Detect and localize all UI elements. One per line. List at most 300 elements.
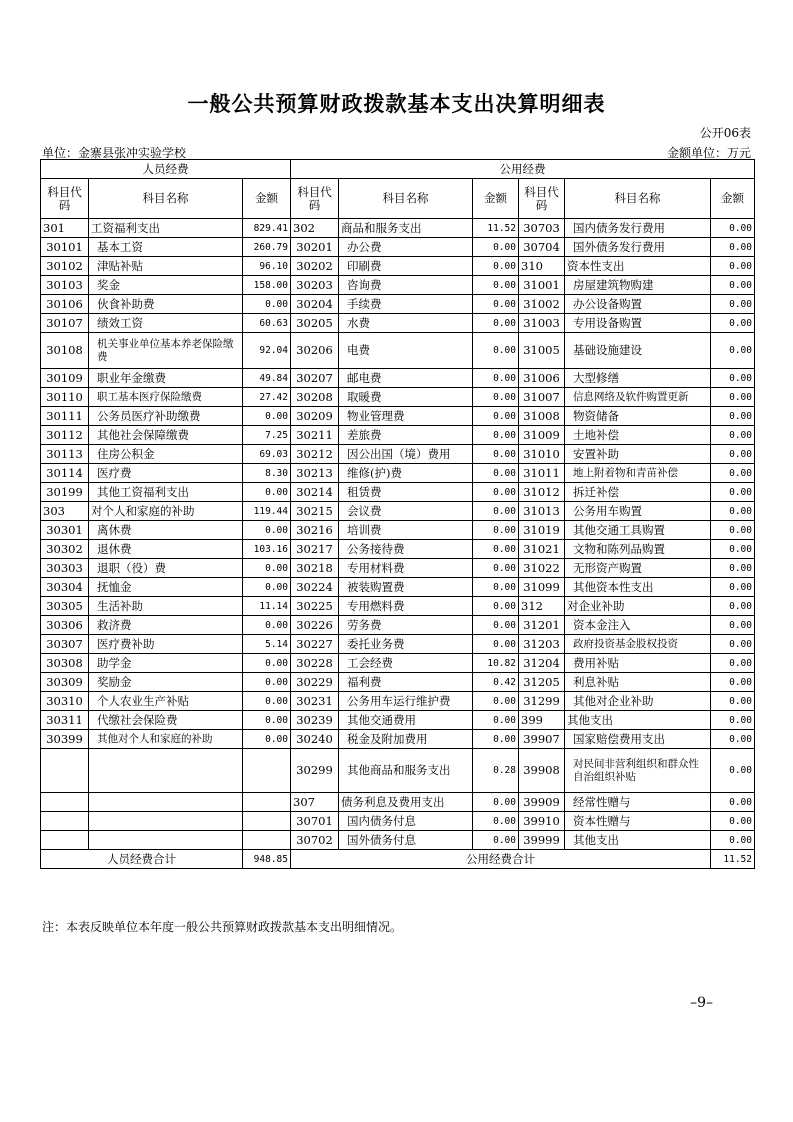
table-row: [41, 559, 755, 578]
code-cell: 30310: [41, 692, 89, 711]
code-cell: 31013: [519, 502, 565, 521]
amount-cell: 0.00: [711, 812, 755, 831]
table-row: [41, 831, 755, 850]
code-cell: 30227: [291, 635, 339, 654]
table-row: [41, 333, 755, 369]
amount-cell: 11.14: [243, 597, 291, 616]
name-cell: 资本性支出: [565, 257, 711, 276]
name-cell: 债务利息及费用支出: [339, 793, 473, 812]
amount-cell: 0.00: [711, 559, 755, 578]
table-row: [41, 578, 755, 597]
name-cell: 利息补贴: [565, 673, 711, 692]
name-cell: 国内债务付息: [339, 812, 473, 831]
name-cell: 对民间非营利组织和群众性自治组织补贴: [565, 749, 711, 793]
table-row: [41, 314, 755, 333]
code-cell: 31205: [519, 673, 565, 692]
code-cell: 31001: [519, 276, 565, 295]
code-cell: 301: [41, 219, 89, 238]
name-cell: 信息网络及软件购置更新: [565, 388, 711, 407]
code-cell: 30212: [291, 445, 339, 464]
code-cell: 30304: [41, 578, 89, 597]
code-cell: 30111: [41, 407, 89, 426]
code-cell: 39909: [519, 793, 565, 812]
code-cell: 30302: [41, 540, 89, 559]
name-cell: 因公出国（境）费用: [339, 445, 473, 464]
amount-cell: 0.00: [711, 369, 755, 388]
amount-cell: 92.04: [243, 333, 291, 369]
code-cell: 30102: [41, 257, 89, 276]
header-amount: 金额: [243, 179, 291, 219]
code-cell: 31021: [519, 540, 565, 559]
amount-cell: 0.00: [243, 407, 291, 426]
name-cell: 维修(护)费: [339, 464, 473, 483]
code-cell: 30306: [41, 616, 89, 635]
name-cell: 生活补助: [89, 597, 243, 616]
name-cell: 电费: [339, 333, 473, 369]
amount-cell: 0.00: [711, 616, 755, 635]
name-cell: [89, 812, 243, 831]
name-cell: 房屋建筑物购建: [565, 276, 711, 295]
code-cell: 30704: [519, 238, 565, 257]
amount-cell: 0.00: [473, 692, 519, 711]
table-row: [41, 407, 755, 426]
code-cell: [41, 831, 89, 850]
amount-cell: 96.10: [243, 257, 291, 276]
amount-cell: 0.00: [711, 219, 755, 238]
table-row: [41, 812, 755, 831]
name-cell: 国外债务发行费用: [565, 238, 711, 257]
header-code: 科目代码: [519, 179, 565, 219]
personnel-total-value: 948.85: [243, 850, 291, 869]
amount-cell: 0.00: [473, 793, 519, 812]
code-cell: 30107: [41, 314, 89, 333]
amount-cell: 0.00: [243, 673, 291, 692]
amount-cell: 0.00: [711, 692, 755, 711]
name-cell: 职业年金缴费: [89, 369, 243, 388]
amount-cell: 0.00: [711, 388, 755, 407]
name-cell: 公务用车运行维护费: [339, 692, 473, 711]
name-cell: 物业管理费: [339, 407, 473, 426]
name-cell: 办公费: [339, 238, 473, 257]
name-cell: 取暖费: [339, 388, 473, 407]
amount-cell: 0.00: [711, 407, 755, 426]
name-cell: 专用材料费: [339, 559, 473, 578]
name-cell: 其他工资福利支出: [89, 483, 243, 502]
code-cell: 30301: [41, 521, 89, 540]
amount-cell: 0.00: [243, 295, 291, 314]
amount-cell: 27.42: [243, 388, 291, 407]
code-cell: 30218: [291, 559, 339, 578]
amount-cell: 0.00: [473, 521, 519, 540]
amount-cell: 0.00: [473, 483, 519, 502]
amount-cell: 0.00: [711, 276, 755, 295]
amount-cell: 5.14: [243, 635, 291, 654]
name-cell: 资本性赠与: [565, 812, 711, 831]
amount-cell: 0.00: [711, 333, 755, 369]
code-cell: 30309: [41, 673, 89, 692]
amount-cell: 60.63: [243, 314, 291, 333]
public-total-value: 11.52: [711, 850, 755, 869]
code-cell: 31203: [519, 635, 565, 654]
name-cell: [89, 831, 243, 850]
table-note: 注：本表反映单位本年度一般公共预算财政拨款基本支出明细情况。: [42, 920, 403, 934]
code-cell: 30205: [291, 314, 339, 333]
table-row: [41, 483, 755, 502]
amount-cell: 0.00: [243, 730, 291, 749]
amount-cell: 0.00: [473, 812, 519, 831]
name-cell: 咨询费: [339, 276, 473, 295]
code-cell: 31007: [519, 388, 565, 407]
name-cell: 费用补贴: [565, 654, 711, 673]
code-cell: 31019: [519, 521, 565, 540]
code-cell: 30112: [41, 426, 89, 445]
name-cell: 地上附着物和青苗补偿: [565, 464, 711, 483]
code-cell: 30103: [41, 276, 89, 295]
amount-cell: 0.00: [711, 749, 755, 793]
amount-cell: 0.00: [473, 276, 519, 295]
amount-cell: 0.00: [711, 314, 755, 333]
name-cell: 助学金: [89, 654, 243, 673]
amount-cell: 0.00: [243, 483, 291, 502]
name-cell: 培训费: [339, 521, 473, 540]
amount-cell: 0.00: [473, 238, 519, 257]
amount-cell: 829.41: [243, 219, 291, 238]
table-row: [41, 616, 755, 635]
amount-cell: 0.00: [711, 238, 755, 257]
name-cell: 印刷费: [339, 257, 473, 276]
table-row: [41, 730, 755, 749]
amount-cell: [243, 831, 291, 850]
name-cell: 其他商品和服务支出: [339, 749, 473, 793]
code-cell: 30108: [41, 333, 89, 369]
page-number: –9–: [690, 995, 713, 1011]
name-cell: 差旅费: [339, 426, 473, 445]
amount-cell: 0.00: [711, 673, 755, 692]
code-cell: 31010: [519, 445, 565, 464]
table-row: [41, 257, 755, 276]
code-cell: 39999: [519, 831, 565, 850]
amount-cell: 7.25: [243, 426, 291, 445]
code-cell: 30216: [291, 521, 339, 540]
name-cell: 其他对个人和家庭的补助: [89, 730, 243, 749]
amount-cell: 69.03: [243, 445, 291, 464]
amount-cell: 0.00: [473, 597, 519, 616]
table-row: [41, 295, 755, 314]
amount-cell: 0.00: [473, 730, 519, 749]
unit-label: 单位：金寨县张冲实验学校: [42, 146, 187, 160]
amount-cell: 0.00: [473, 831, 519, 850]
code-cell: 30228: [291, 654, 339, 673]
code-cell: 31011: [519, 464, 565, 483]
group-header-personnel: 人员经费: [41, 160, 291, 179]
code-cell: 30303: [41, 559, 89, 578]
amount-cell: 0.00: [473, 407, 519, 426]
amount-cell: 0.00: [243, 578, 291, 597]
code-cell: 30703: [519, 219, 565, 238]
table-row: [41, 540, 755, 559]
amount-cell: 0.00: [711, 257, 755, 276]
name-cell: 基础设施建设: [565, 333, 711, 369]
header-amount: 金额: [473, 179, 519, 219]
name-cell: 住房公积金: [89, 445, 243, 464]
code-cell: [41, 793, 89, 812]
table-row: [41, 238, 755, 257]
code-cell: 30110: [41, 388, 89, 407]
amount-cell: [243, 793, 291, 812]
amount-cell: 0.00: [473, 711, 519, 730]
code-cell: 30240: [291, 730, 339, 749]
table-row: [41, 635, 755, 654]
name-cell: 安置补助: [565, 445, 711, 464]
name-cell: 公务接待费: [339, 540, 473, 559]
name-cell: 津贴补贴: [89, 257, 243, 276]
amount-cell: 0.00: [473, 369, 519, 388]
code-cell: 30701: [291, 812, 339, 831]
code-cell: 30207: [291, 369, 339, 388]
name-cell: 奖励金: [89, 673, 243, 692]
name-cell: 奖金: [89, 276, 243, 295]
code-cell: 31012: [519, 483, 565, 502]
name-cell: 资本金注入: [565, 616, 711, 635]
name-cell: 劳务费: [339, 616, 473, 635]
amount-cell: 0.00: [711, 635, 755, 654]
code-cell: 30208: [291, 388, 339, 407]
name-cell: 抚恤金: [89, 578, 243, 597]
table-row: [41, 597, 755, 616]
amount-cell: [243, 812, 291, 831]
name-cell: 国外债务付息: [339, 831, 473, 850]
amount-cell: 0.00: [711, 445, 755, 464]
amount-cell: 0.00: [243, 559, 291, 578]
code-cell: 30106: [41, 295, 89, 314]
code-cell: 31299: [519, 692, 565, 711]
code-cell: 30224: [291, 578, 339, 597]
name-cell: 文物和陈列品购置: [565, 540, 711, 559]
name-cell: 水费: [339, 314, 473, 333]
amount-cell: 0.00: [473, 295, 519, 314]
code-cell: 30101: [41, 238, 89, 257]
amount-cell: 260.79: [243, 238, 291, 257]
code-cell: 31006: [519, 369, 565, 388]
code-cell: 30203: [291, 276, 339, 295]
amount-cell: 119.44: [243, 502, 291, 521]
name-cell: 基本工资: [89, 238, 243, 257]
code-cell: 399: [519, 711, 565, 730]
amount-cell: 11.52: [473, 219, 519, 238]
amount-cell: 0.00: [711, 711, 755, 730]
amount-cell: 158.00: [243, 276, 291, 295]
name-cell: 国家赔偿费用支出: [565, 730, 711, 749]
name-cell: 大型修缮: [565, 369, 711, 388]
name-cell: 其他资本性支出: [565, 578, 711, 597]
name-cell: 拆迁补偿: [565, 483, 711, 502]
code-cell: 31002: [519, 295, 565, 314]
code-cell: 30239: [291, 711, 339, 730]
name-cell: 其他社会保障缴费: [89, 426, 243, 445]
code-cell: 30199: [41, 483, 89, 502]
table-row: [41, 673, 755, 692]
name-cell: 工会经费: [339, 654, 473, 673]
header-amount: 金额: [711, 179, 755, 219]
amount-cell: 0.00: [243, 692, 291, 711]
code-cell: 39907: [519, 730, 565, 749]
name-cell: 救济费: [89, 616, 243, 635]
amount-cell: 0.00: [473, 388, 519, 407]
code-cell: [41, 812, 89, 831]
amount-cell: 0.00: [711, 426, 755, 445]
name-cell: 邮电费: [339, 369, 473, 388]
code-cell: 30217: [291, 540, 339, 559]
name-cell: 租赁费: [339, 483, 473, 502]
amount-cell: 0.00: [473, 559, 519, 578]
name-cell: 土地补偿: [565, 426, 711, 445]
name-cell: 退职（役）费: [89, 559, 243, 578]
table-row: [41, 219, 755, 238]
page-title: 一般公共预算财政拨款基本支出决算明细表: [187, 91, 606, 116]
code-cell: 30226: [291, 616, 339, 635]
name-cell: 对个人和家庭的补助: [89, 502, 243, 521]
name-cell: 工资福利支出: [89, 219, 243, 238]
amount-cell: 0.00: [473, 314, 519, 333]
code-cell: 30211: [291, 426, 339, 445]
code-cell: 30213: [291, 464, 339, 483]
table-row: [41, 654, 755, 673]
code-cell: 31201: [519, 616, 565, 635]
code-cell: 307: [291, 793, 339, 812]
header-name: 科目名称: [565, 179, 711, 219]
amount-cell: 0.00: [711, 483, 755, 502]
code-cell: 30109: [41, 369, 89, 388]
personnel-total-label: 人员经费合计: [41, 850, 243, 869]
amount-cell: 0.00: [711, 464, 755, 483]
amount-cell: 0.00: [243, 616, 291, 635]
name-cell: [89, 749, 243, 793]
code-cell: 30231: [291, 692, 339, 711]
amount-cell: 10.82: [473, 654, 519, 673]
amount-cell: 0.00: [473, 616, 519, 635]
form-number: 公开06表: [699, 126, 751, 140]
table-body: [41, 219, 755, 850]
code-cell: 30307: [41, 635, 89, 654]
amount-cell: 0.00: [711, 502, 755, 521]
header-name: 科目名称: [89, 179, 243, 219]
name-cell: 税金及附加费用: [339, 730, 473, 749]
name-cell: 医疗费: [89, 464, 243, 483]
name-cell: 物资储备: [565, 407, 711, 426]
amount-cell: 0.00: [711, 578, 755, 597]
table-row: [41, 464, 755, 483]
code-cell: 30113: [41, 445, 89, 464]
name-cell: 其他支出: [565, 711, 711, 730]
name-cell: 公务员医疗补助缴费: [89, 407, 243, 426]
name-cell: 其他支出: [565, 831, 711, 850]
table-row: [41, 793, 755, 812]
table-row: [41, 711, 755, 730]
public-total-label: 公用经费合计: [291, 850, 711, 869]
name-cell: 绩效工资: [89, 314, 243, 333]
table-row: [41, 276, 755, 295]
name-cell: 被装购置费: [339, 578, 473, 597]
amount-cell: 0.00: [473, 426, 519, 445]
amount-cell: 0.00: [473, 257, 519, 276]
name-cell: 委托业务费: [339, 635, 473, 654]
code-cell: 30399: [41, 730, 89, 749]
code-cell: 30311: [41, 711, 89, 730]
name-cell: 其他交通工具购置: [565, 521, 711, 540]
name-cell: 伙食补助费: [89, 295, 243, 314]
name-cell: 专用燃料费: [339, 597, 473, 616]
name-cell: 手续费: [339, 295, 473, 314]
name-cell: 商品和服务支出: [339, 219, 473, 238]
amount-cell: 103.16: [243, 540, 291, 559]
amount-cell: 0.00: [473, 464, 519, 483]
amount-cell: 0.00: [711, 521, 755, 540]
name-cell: 其他对企业补助: [565, 692, 711, 711]
header-code: 科目代码: [41, 179, 89, 219]
amount-cell: 0.00: [473, 445, 519, 464]
name-cell: 机关事业单位基本养老保险缴费: [89, 333, 243, 369]
code-cell: 31204: [519, 654, 565, 673]
name-cell: 公务用车购置: [565, 502, 711, 521]
table-row: [41, 369, 755, 388]
code-cell: 31022: [519, 559, 565, 578]
table-row: [41, 426, 755, 445]
code-cell: 302: [291, 219, 339, 238]
code-cell: 30225: [291, 597, 339, 616]
code-cell: 30204: [291, 295, 339, 314]
amount-cell: 49.84: [243, 369, 291, 388]
group-header-public: 公用经费: [291, 160, 755, 179]
code-cell: 30201: [291, 238, 339, 257]
name-cell: 退休费: [89, 540, 243, 559]
name-cell: 专用设备购置: [565, 314, 711, 333]
code-cell: 312: [519, 597, 565, 616]
table-row: [41, 445, 755, 464]
code-cell: 30305: [41, 597, 89, 616]
amount-cell: 0.00: [711, 295, 755, 314]
code-cell: 30702: [291, 831, 339, 850]
code-cell: 310: [519, 257, 565, 276]
amount-cell: 0.00: [711, 654, 755, 673]
code-cell: 39908: [519, 749, 565, 793]
table-row: [41, 502, 755, 521]
amount-cell: 0.00: [711, 730, 755, 749]
name-cell: 政府投资基金股权投资: [565, 635, 711, 654]
code-cell: 30299: [291, 749, 339, 793]
name-cell: 个人农业生产补贴: [89, 692, 243, 711]
name-cell: 医疗费补助: [89, 635, 243, 654]
table-row: [41, 521, 755, 540]
amount-cell: 0.00: [243, 654, 291, 673]
amount-cell: [243, 749, 291, 793]
code-cell: 31009: [519, 426, 565, 445]
expenditure-table: [40, 159, 755, 869]
name-cell: 其他交通费用: [339, 711, 473, 730]
name-cell: 办公设备购置: [565, 295, 711, 314]
code-cell: 39910: [519, 812, 565, 831]
name-cell: 无形资产购置: [565, 559, 711, 578]
amount-cell: 0.00: [473, 635, 519, 654]
name-cell: 福利费: [339, 673, 473, 692]
amount-cell: 8.30: [243, 464, 291, 483]
code-cell: [41, 749, 89, 793]
name-cell: 离休费: [89, 521, 243, 540]
amount-cell: 0.00: [473, 540, 519, 559]
code-cell: 303: [41, 502, 89, 521]
code-cell: 30114: [41, 464, 89, 483]
name-cell: 对企业补助: [565, 597, 711, 616]
name-cell: 国内债务发行费用: [565, 219, 711, 238]
